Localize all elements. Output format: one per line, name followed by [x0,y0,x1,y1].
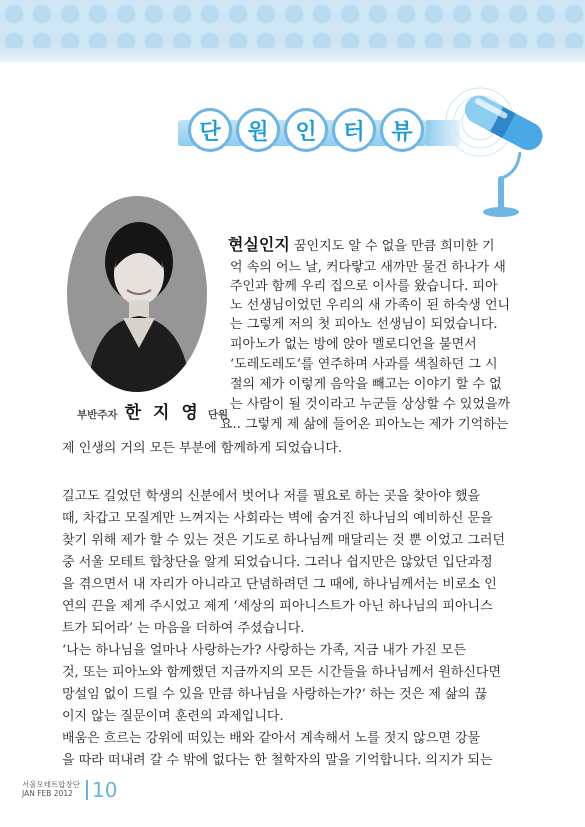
intro-line: 절의 제가 이렇게 음악을 빼고는 이야기 할 수 없 [230,377,502,392]
body-line: 연의 끈을 제게 주시었고 제게 ‘세상의 피아니스트가 아닌 하나님의 피아니스 [62,599,493,614]
title-char-3: 인 [284,108,328,152]
intro-line: 노 선생님이었던 우리의 새 가족이 된 하숙생 언니 [230,298,511,313]
page-footer [22,778,118,802]
intro-line-0-text: 꿈인지도 알 수 없을 만큼 희미한 기 [289,239,495,254]
name-main: 한 지 영 [124,403,201,423]
title-char-1: 단 [188,108,232,152]
body-line: 제 인생의 거의 모든 부분에 함께하게 되었습니다. [62,441,343,456]
body-line: 길고도 길었던 학생의 신분에서 벗어나 저를 필요로 하는 곳을 찾아야 했을 [62,489,481,504]
intro-line: 억 속의 어느 날, 커다랗고 새까만 물건 하나가 새 [230,260,506,275]
microphone-icon [432,82,572,222]
intro-line: 피아노가 없는 방에 앉아 멜로디언을 불면서 [230,337,477,352]
intro-line: 주인과 함께 우리 집으로 이사를 왔습니다. 피아 [230,279,498,294]
header-pattern-band [0,0,585,62]
body-line: 찾기 위해 제가 할 수 있는 것은 기도로 하나님께 매달리는 것 뿐 이었고 그러던 [62,533,506,548]
body-line: 을 따라 떠내려 갈 수 밖에 없다는 한 철학자의 말을 기억합니다. 의지가 되는 [62,753,493,768]
body-line: 트가 되어라’ 는 마음을 더하여 주셨습니다. [62,621,305,636]
intro-line: ‘도레도레도’를 연주하며 사과를 색칠하던 그 시 [230,357,498,372]
body-line: 요.. 그렇게 제 삶에 들어온 피아노는 제가 기억하는 [220,417,509,432]
body-line: 을 겪으면서 내 자리가 아니라고 단념하려던 그 때에, 하나님께서는 비로소 인 [62,577,497,592]
body-line: 중 서울 모테트 합창단을 알게 되었습니다. 그러나 쉽지만은 않았던 입단과정 [62,555,493,570]
title-char-5: 뷰 [380,108,424,152]
interviewee-name [77,398,237,423]
body-line: 것, 또는 피아노와 함께했던 지금까지의 모든 시간들을 하나님께서 원하신다면 [62,665,502,680]
intro-line-0 [228,236,495,256]
page-number: 10 [92,778,118,802]
intro-line: 는 그렇게 저의 첫 피아노 선생님이 되었습니다. [230,317,498,332]
body-line: 망설임 없이 드릴 수 있을 만큼 하나님을 사랑하는가?’ 하는 것은 제 삶의 끊 [62,687,487,702]
title-char-2: 원 [236,108,280,152]
body-line: 때, 차갑고 모질게만 느껴지는 사회라는 벽에 숨겨진 하나님의 예비하신 문을 [62,511,493,526]
footer-org: 서울모테트합창단 [22,780,80,789]
name-role-prefix: 부반주자 [77,409,118,421]
body-line: 이지 않는 질문이며 훈련의 과제입니다. [62,709,284,724]
footer-divider [86,780,88,800]
portrait-photo [67,196,207,392]
body-line: ‘나는 하나님을 얼마나 사랑하는가? 사랑하는 가족, 지금 내가 가진 모든 [62,643,467,658]
intro-lead: 현실인지 [228,235,290,254]
footer-date: JAN FEB 2012 [22,789,73,798]
title-char-4: 터 [332,108,376,152]
name-role-suffix: 단원 [207,409,229,421]
intro-line: 는 사람이 될 것이라고 누군들 상상할 수 있었을까 [230,397,511,412]
body-line: 배움은 흐르는 강위에 떠있는 배와 같아서 계속해서 노를 젓지 않으면 강물 [62,731,481,746]
